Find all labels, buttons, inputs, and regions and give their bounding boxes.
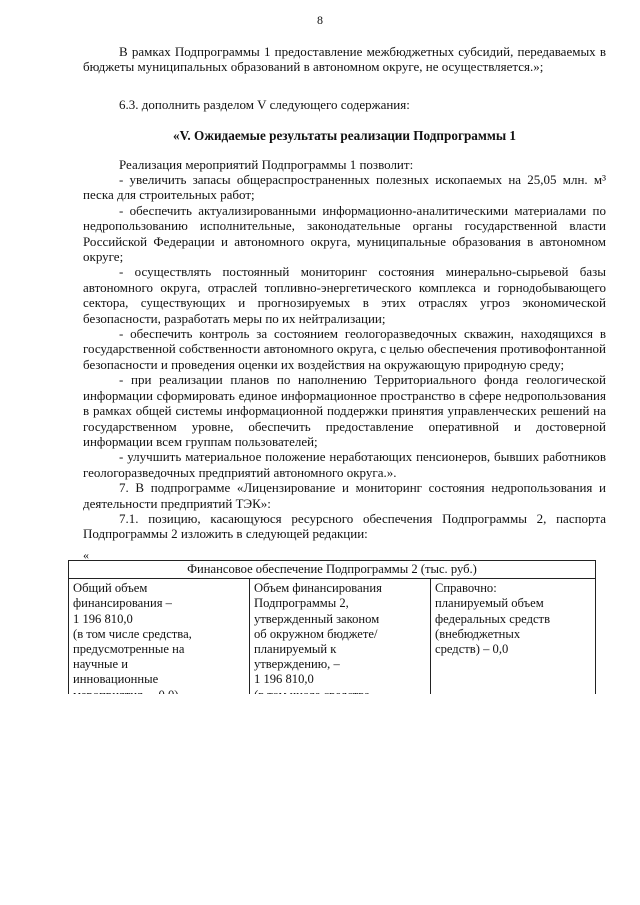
result-item: - увеличить запасы общераспространенных полезных ископаемых на 25,05 млн. м³ песка для строительных работ; (83, 172, 606, 203)
table-row (69, 579, 596, 706)
results-intro: Реализация мероприятий Подпрограммы 1 позволит: (119, 157, 414, 172)
table-cell-budget: Объем финансирования Подпрограммы 2, утвержденный законом об окружном бюджете/ планируемый к утверждению, – 1 196 810,0 (250, 579, 431, 706)
table-cell-total: Общий объем финансирования – 1 196 810,0 (в том числе средства, предусмотренные на научные и инновационные (69, 579, 250, 706)
result-item: - улучшить материальное положение неработающих пенсионеров, бывших работников геологоразведочных предприятий автономного округа.». (83, 449, 606, 480)
paragraph-7-1: 7.1. позицию, касающуюся ресурсного обеспечения Подпрограммы 2, паспорта Подпрограммы 2 изложить в следующей редакции: (83, 510, 606, 542)
result-item: - обеспечить контроль за состоянием геологоразведочных скважин, находящихся в государственной собственности автономного округа, с целью обеспечения противофонтанной безопасности и проведения оценки их воздействия на окружающую природную среду; (83, 326, 606, 372)
result-item: - осуществлять постоянный мониторинг состояния минерально-сырьевой базы автономного округа, отраслей топливно-энергетического комплекса и горнодобывающего сектора, существующих и прогнозируемых в этих отраслях угроз экономической безопасности, разработать меры по их нейтрализации; (83, 264, 606, 326)
page-blank-area (0, 694, 640, 905)
paragraph-7: 7. В подпрограмме «Лицензирование и мониторинг состояния недропользования и деятельности предприятий ТЭК»: (83, 480, 606, 511)
result-item: - при реализации планов по наполнению Территориального фонда геологической информации сформировать единое информационное пространство в сфере недропользования в рамках общей системы информационной поддержки принятия управленческих решений на государственном уровне, обеспечить предоставление оперативной и достоверной информации всем группам пользователей; (83, 372, 606, 449)
result-item: - обеспечить актуализированными информационно-аналитическими материалами по недропользованию исполнительные, законодательные органы государственной власти Российской Федерации и автономного округа, муниципальные образования в автономном округе; (83, 202, 606, 265)
page-number: 8 (317, 13, 323, 27)
paragraph-6-3: 6.3. дополнить разделом V следующего содержания: (119, 97, 410, 112)
table-header: Финансовое обеспечение Подпрограммы 2 (тыс. руб.) (69, 561, 596, 579)
table-cell-reference: Справочно: планируемый объем федеральных средств (внебюджетных средств) – 0,0 (431, 579, 596, 706)
opening-quote: « (83, 548, 89, 562)
section-heading: «V. Ожидаемые результаты реализации Подпрограммы 1 (172, 128, 517, 143)
results-list (83, 172, 606, 542)
financing-table (68, 560, 596, 706)
paragraph-intro: В рамках Подпрограммы 1 предоставление межбюджетных субсидий, передаваемых в бюджеты муниципальных образований в автономном округе, не осуществляется.»; (83, 44, 606, 75)
